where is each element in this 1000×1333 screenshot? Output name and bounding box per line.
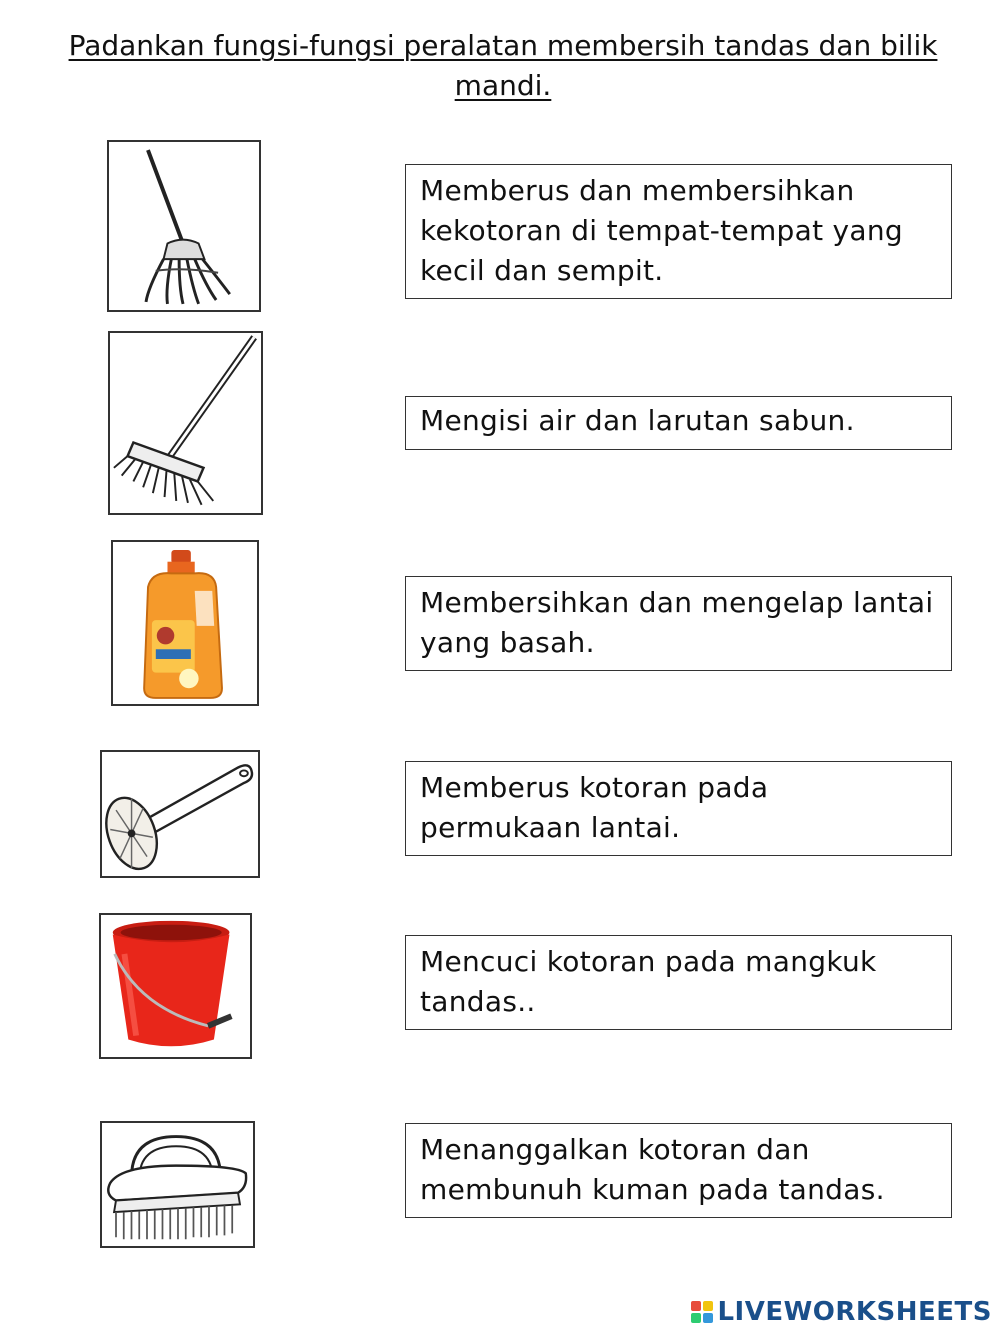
brand-name: LIVEWORKSHEETS bbox=[717, 1297, 992, 1327]
description-text: Menanggalkan kotoran dan membunuh kuman pada tandas. bbox=[420, 1133, 885, 1206]
description-text: Membersihkan dan mengelap lantai yang basah. bbox=[420, 586, 934, 659]
description-text: Mengisi air dan larutan sabun. bbox=[420, 404, 855, 437]
description-text: Memberus dan membersihkan kekotoran di tempat-tempat yang kecil dan sempit. bbox=[420, 174, 904, 287]
description-box-5[interactable] bbox=[405, 935, 952, 1030]
description-box-4[interactable] bbox=[405, 761, 952, 856]
description-box-1[interactable] bbox=[405, 164, 952, 299]
cleaning-liquid-bottle-icon bbox=[113, 542, 257, 704]
scrub-brush-icon bbox=[102, 1123, 253, 1246]
liveworksheets-icon bbox=[691, 1301, 713, 1323]
toilet-brush-icon bbox=[102, 752, 258, 876]
toilet-brush-image[interactable] bbox=[100, 750, 260, 878]
scrub-brush-image[interactable] bbox=[100, 1121, 255, 1248]
broom-image[interactable] bbox=[108, 331, 263, 515]
bucket-icon bbox=[101, 915, 250, 1057]
description-box-3[interactable] bbox=[405, 576, 952, 671]
description-box-2[interactable] bbox=[405, 396, 952, 450]
liveworksheets-logo bbox=[691, 1297, 992, 1327]
description-box-6[interactable] bbox=[405, 1123, 952, 1218]
description-text: Memberus kotoran pada permukaan lantai. bbox=[420, 771, 769, 844]
page-title: Padankan fungsi-fungsi peralatan membersih tandas dan bilik mandi. bbox=[68, 29, 938, 102]
mop-icon bbox=[109, 142, 259, 310]
cleaning-liquid-image[interactable] bbox=[111, 540, 259, 706]
description-text: Mencuci kotoran pada mangkuk tandas.. bbox=[420, 945, 877, 1018]
broom-icon bbox=[110, 333, 261, 513]
bucket-image[interactable] bbox=[99, 913, 252, 1059]
mop-image[interactable] bbox=[107, 140, 261, 312]
